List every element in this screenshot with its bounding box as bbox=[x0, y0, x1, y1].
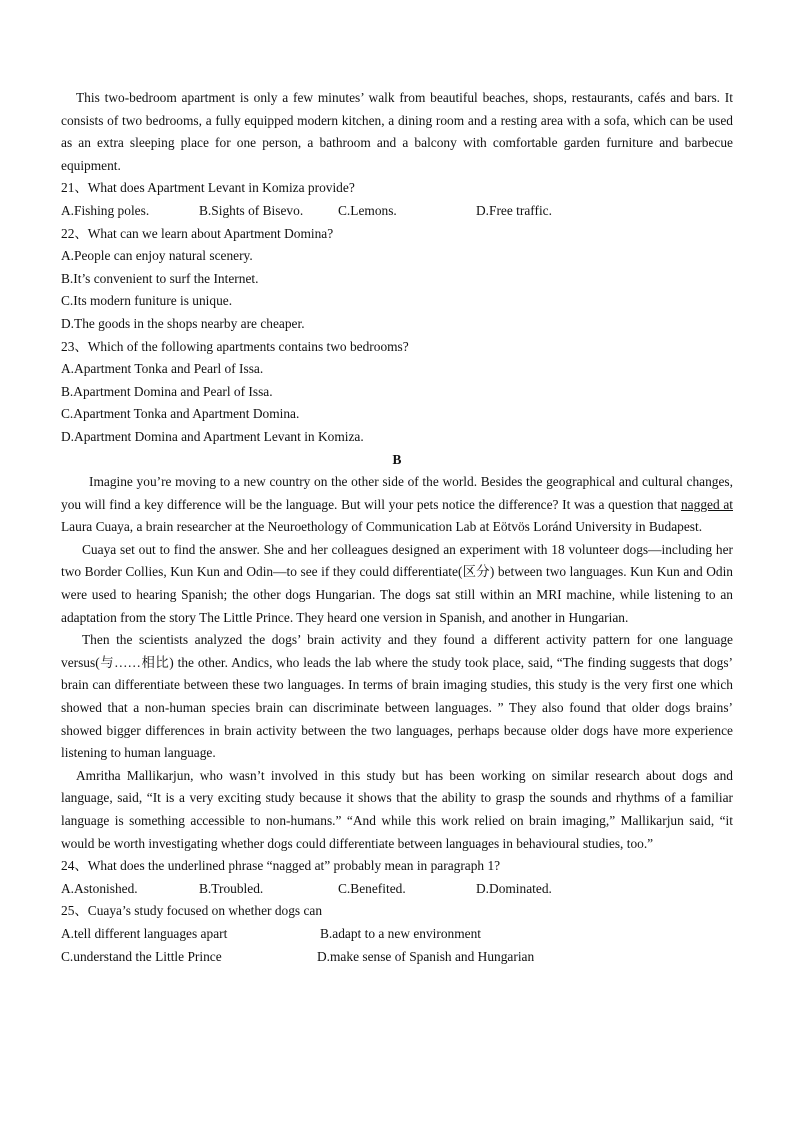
question-23-option-d: D.Apartment Domina and Apartment Levant in Komiza. bbox=[61, 428, 364, 444]
question-21-options bbox=[61, 200, 733, 223]
question-24-option-c: C.Benefited. bbox=[338, 880, 406, 896]
question-25-options-row-1 bbox=[61, 923, 733, 946]
passage-b-p1-after: Laura Cuaya, a brain researcher at the Neuroethology of Communication Lab at Eötvös Loránd University in Budapest. bbox=[61, 519, 703, 535]
question-23-option-b: B.Apartment Domina and Pearl of Issa. bbox=[61, 383, 273, 399]
question-21-option-b: B.Sights of Bisevo. bbox=[199, 202, 304, 218]
question-24-stem: 24、What does the underlined phrase “nagged at” probably mean in paragraph 1? bbox=[61, 858, 501, 874]
question-22-option-c: C.Its modern funiture is unique. bbox=[61, 293, 233, 309]
document-page bbox=[61, 87, 733, 968]
question-25-option-c: C.understand the Little Prince bbox=[61, 948, 222, 964]
passage-b-paragraph-3: Then the scientists analyzed the dogs’ brain activity and they found a different activity pattern for one language versus(与……相比) the other. Andics, who leads the lab where the study took place, said, “The finding suggests that dogs’ brain can differentiate between these two languages. In terms of brain imaging studies, this study is the very first one which showed that a non-human species brain can discriminate between languages. ” They also found that older dogs brains’ showed bigger differences in brain activity between the two languages, perhaps because older dogs have more experience listening to human language. bbox=[61, 632, 733, 761]
question-23-stem: 23、Which of the following apartments contains two bedrooms? bbox=[61, 338, 409, 354]
question-23-option-c: C.Apartment Tonka and Apartment Domina. bbox=[61, 406, 300, 422]
question-25-option-b: B.adapt to a new environment bbox=[320, 925, 482, 941]
passage-a-paragraph: This two-bedroom apartment is only a few minutes’ walk from beautiful beaches, shops, restaurants, cafés and bars. It consists of two bedrooms, a fully equipped modern kitchen, a dining room and a resting area with a sofa, which can be used as an extra sleeping place for one person, a bathroom and a balcony with comfortable garden furniture and barbecue equipment. bbox=[61, 90, 733, 173]
passage-b-p1-before: Imagine you’re moving to a new country on the other side of the world. Besides the geographical and cultural changes, you will find a key difference will be the language. But will your pets notice the difference? It was a question that bbox=[61, 474, 733, 512]
question-25-option-d: D.make sense of Spanish and Hungarian bbox=[317, 948, 535, 964]
question-24-options bbox=[61, 878, 733, 901]
question-21-option-a: A.Fishing poles. bbox=[61, 202, 150, 218]
question-22-option-d: D.The goods in the shops nearby are cheaper. bbox=[61, 315, 305, 331]
question-22-option-a: A.People can enjoy natural scenery. bbox=[61, 248, 253, 264]
question-25-options-row-2 bbox=[61, 946, 733, 969]
question-25-stem: 25、Cuaya’s study focused on whether dogs can bbox=[61, 903, 323, 919]
passage-b-paragraph-4: Amritha Mallikarjun, who wasn’t involved in this study but has been working on similar research about dogs and language, said, “It is a very exciting study because it shows that the ability to grasp the sounds and rhythms of a familiar language is something accessible to non-humans.” “And while this work relied on brain imaging,” Mallikarjun said, “it would be worth investigating whether dogs could differentiate between languages in behavioural studies, too.” bbox=[61, 767, 733, 851]
question-21-option-d: D.Free traffic. bbox=[476, 202, 552, 218]
question-25-option-a: A.tell different languages apart bbox=[61, 925, 228, 941]
passage-b-paragraph-2: Cuaya set out to find the answer. She and her colleagues designed an experiment with 18 volunteer dogs—including her two Border Collies, Kun Kun and Odin—to see if they could differentiate(区分) between two languages. Kun Kun and Odin were used to hearing Spanish; the other dogs Hungarian. The dogs sat still within an MRI machine, while listening to an adaptation from the story The Little Prince. They heard one version in Spanish, and another in Hungarian. bbox=[61, 541, 733, 625]
question-24-option-a: A.Astonished. bbox=[61, 880, 138, 896]
question-23-option-a: A.Apartment Tonka and Pearl of Issa. bbox=[61, 361, 264, 377]
question-24-option-d: D.Dominated. bbox=[476, 880, 552, 896]
underlined-phrase: nagged at bbox=[680, 496, 733, 512]
question-22-stem: 22、What can we learn about Apartment Domina? bbox=[61, 225, 334, 241]
question-21-stem: 21、What does Apartment Levant in Komiza provide? bbox=[61, 180, 355, 196]
question-21-option-c: C.Lemons. bbox=[338, 202, 397, 218]
question-24-option-b: B.Troubled. bbox=[199, 880, 264, 896]
question-22-option-b: B.It’s convenient to surf the Internet. bbox=[61, 270, 259, 286]
passage-b-paragraph-1 bbox=[61, 471, 733, 539]
section-b-heading: B bbox=[392, 451, 402, 467]
